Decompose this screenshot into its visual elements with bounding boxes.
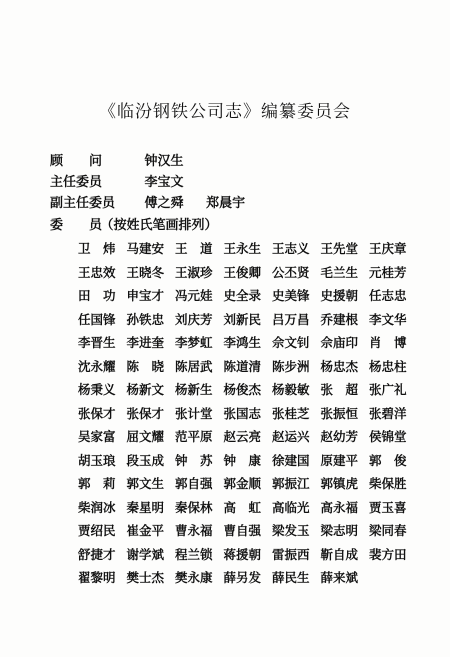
member-name: 樊永康 bbox=[175, 570, 213, 585]
member-name: 郭 莉 bbox=[78, 476, 116, 491]
member-name: 吕万昌 bbox=[272, 311, 310, 327]
member-name: 张碧洋 bbox=[369, 405, 407, 421]
member-name: 张计堂 bbox=[175, 405, 213, 421]
member-name: 梁志明 bbox=[320, 523, 359, 538]
member-name: 杨新文 bbox=[126, 382, 165, 397]
member-name: 杨俊杰 bbox=[223, 382, 262, 397]
member-name: 高永福 bbox=[320, 499, 359, 515]
member-name: 杨秉义 bbox=[78, 382, 116, 397]
member-row bbox=[78, 379, 418, 403]
member-name: 雷振西 bbox=[272, 546, 310, 562]
member-name: 刘新民 bbox=[223, 311, 262, 327]
role-advisor bbox=[50, 150, 202, 169]
member-name: 元桂芳 bbox=[369, 264, 407, 280]
member-name: 杨忠柱 bbox=[369, 358, 407, 374]
member-row bbox=[78, 332, 418, 356]
member-name: 卫 炜 bbox=[78, 241, 116, 256]
member-name: 王晓冬 bbox=[126, 264, 165, 280]
member-name: 李鸿生 bbox=[223, 335, 262, 350]
member-name: 王先堂 bbox=[320, 241, 359, 256]
member-name: 郭镇虎 bbox=[320, 476, 359, 491]
member-name: 陈步洲 bbox=[272, 358, 310, 374]
role-label: 委 员 bbox=[50, 218, 103, 233]
member-name: 贾玉喜 bbox=[369, 499, 407, 515]
member-name: 曹永福 bbox=[175, 523, 213, 538]
member-name: 高 虹 bbox=[223, 499, 262, 515]
member-name: 赵云亮 bbox=[223, 429, 262, 444]
role-names bbox=[145, 175, 202, 190]
member-name: 乔建根 bbox=[320, 311, 359, 327]
member-name: 蒋援朝 bbox=[223, 546, 262, 562]
member-name: 吴家富 bbox=[78, 429, 116, 444]
person-name: 傅之舜 bbox=[144, 196, 184, 211]
member-name: 王忠效 bbox=[78, 264, 116, 280]
member-name: 王淑珍 bbox=[175, 264, 213, 280]
member-name: 钟 康 bbox=[223, 452, 262, 468]
member-row bbox=[78, 356, 418, 380]
role-director bbox=[50, 171, 202, 190]
member-name-grid bbox=[78, 238, 418, 591]
member-name: 梁发玉 bbox=[272, 523, 310, 538]
page-title: 《临汾钢铁公司志》编纂委员会 bbox=[99, 102, 351, 122]
member-name: 王俊卿 bbox=[223, 264, 262, 280]
member-name: 王志义 bbox=[272, 241, 310, 256]
member-name: 杨忠杰 bbox=[320, 358, 359, 374]
member-row bbox=[78, 473, 418, 497]
member-name: 高临光 bbox=[272, 499, 310, 515]
member-name: 张保才 bbox=[78, 405, 116, 421]
member-name: 柴润冰 bbox=[78, 499, 116, 515]
member-name: 张 超 bbox=[320, 382, 359, 397]
role-names bbox=[145, 154, 202, 169]
member-row bbox=[78, 567, 418, 591]
member-name: 曹自强 bbox=[223, 523, 262, 538]
member-name: 申宝才 bbox=[126, 288, 165, 303]
member-name: 杨毅敏 bbox=[272, 382, 310, 397]
role-label: 顾 问 bbox=[50, 154, 103, 169]
member-name: 李梦虹 bbox=[175, 335, 213, 350]
member-name: 郭 俊 bbox=[369, 452, 407, 468]
member-row bbox=[78, 520, 418, 544]
member-name: 佘文钊 bbox=[272, 335, 310, 350]
member-row bbox=[78, 497, 418, 521]
member-name: 赵运兴 bbox=[272, 429, 310, 444]
role-label: 副主任委员 bbox=[50, 196, 116, 211]
member-name: 段玉成 bbox=[126, 452, 165, 468]
member-name: 李文华 bbox=[369, 311, 407, 327]
member-name: 郭文生 bbox=[126, 476, 165, 491]
member-name: 陈道清 bbox=[223, 358, 262, 374]
member-row bbox=[78, 403, 418, 427]
member-name: 靳自成 bbox=[320, 546, 359, 562]
member-name: 史全录 bbox=[223, 288, 262, 303]
member-name: 杨新生 bbox=[175, 382, 213, 397]
member-name: 翟黎明 bbox=[78, 570, 116, 585]
member-name: 史美锋 bbox=[272, 288, 310, 303]
member-name: 屈文耀 bbox=[126, 429, 165, 444]
member-name: 李进奎 bbox=[126, 335, 165, 350]
member-row bbox=[78, 238, 418, 262]
member-row bbox=[78, 309, 418, 333]
member-name: 孙铁忠 bbox=[126, 311, 165, 327]
member-name: 张广礼 bbox=[369, 382, 407, 397]
member-name: 郭自强 bbox=[175, 476, 213, 491]
member-name: 任国锋 bbox=[78, 311, 116, 327]
member-name: 史援朝 bbox=[320, 288, 359, 303]
member-name: 张保才 bbox=[126, 405, 165, 421]
member-row bbox=[78, 285, 418, 309]
member-name: 王 道 bbox=[175, 241, 213, 256]
person-name: 郑晨宇 bbox=[206, 196, 246, 211]
member-row bbox=[78, 450, 418, 474]
member-name: 樊士杰 bbox=[126, 570, 165, 585]
member-name: 胡玉琅 bbox=[78, 452, 116, 468]
member-name: 秦保林 bbox=[175, 499, 213, 515]
member-name: 薛民生 bbox=[272, 570, 310, 585]
member-name: 薛另发 bbox=[223, 570, 262, 585]
role-members bbox=[50, 214, 218, 233]
role-names bbox=[145, 196, 264, 211]
role-label: 主任委员 bbox=[50, 175, 103, 190]
member-name: 赵幼芳 bbox=[320, 429, 359, 444]
member-name: 张国志 bbox=[223, 405, 262, 421]
member-name: 裴方田 bbox=[369, 546, 407, 562]
member-name: 郭金顺 bbox=[223, 476, 262, 491]
member-name: 毛兰生 bbox=[320, 264, 359, 280]
member-name: 舒捷才 bbox=[78, 546, 116, 562]
member-name: 柴保胜 bbox=[369, 476, 407, 491]
member-name: 郭振江 bbox=[272, 476, 310, 491]
member-name: 程兰锁 bbox=[175, 546, 213, 562]
member-name: 薛来斌 bbox=[320, 570, 359, 585]
member-row bbox=[78, 544, 418, 568]
member-name: 原建平 bbox=[320, 452, 359, 468]
sort-note: （按姓氏笔画排列） bbox=[100, 218, 218, 233]
member-name: 谢学斌 bbox=[126, 546, 165, 562]
member-name: 侯锦堂 bbox=[369, 429, 407, 444]
person-name: 李宝文 bbox=[144, 175, 184, 190]
member-name: 崔金平 bbox=[126, 523, 165, 538]
member-name: 王永生 bbox=[223, 241, 262, 256]
member-name: 秦星明 bbox=[126, 499, 165, 515]
member-name: 公丕贤 bbox=[272, 264, 310, 280]
member-name: 任志忠 bbox=[369, 288, 407, 303]
member-name: 佘庙印 bbox=[320, 335, 359, 350]
member-name: 贾绍民 bbox=[78, 523, 116, 538]
member-row bbox=[78, 262, 418, 286]
person-name: 钟汉生 bbox=[144, 154, 184, 169]
member-name: 田 功 bbox=[78, 288, 116, 303]
member-name: 刘庆芳 bbox=[175, 311, 213, 327]
member-name: 梁同春 bbox=[369, 523, 407, 538]
member-name: 王庆章 bbox=[369, 241, 407, 256]
member-name: 范平原 bbox=[175, 429, 213, 444]
member-name: 陈居武 bbox=[175, 358, 213, 374]
member-name: 肖 博 bbox=[369, 335, 407, 350]
role-deputy-director bbox=[50, 192, 263, 211]
member-name: 张桂芝 bbox=[272, 405, 310, 421]
member-name: 徐建国 bbox=[272, 452, 310, 468]
member-row bbox=[78, 426, 418, 450]
member-name: 沈永耀 bbox=[78, 358, 116, 374]
member-name: 钟 苏 bbox=[175, 452, 213, 468]
member-name: 冯元娃 bbox=[175, 288, 213, 303]
member-name: 陈 晓 bbox=[126, 358, 165, 374]
member-name: 张振恒 bbox=[320, 405, 359, 421]
member-name: 李晋生 bbox=[78, 335, 116, 350]
member-name: 马建安 bbox=[126, 241, 165, 256]
